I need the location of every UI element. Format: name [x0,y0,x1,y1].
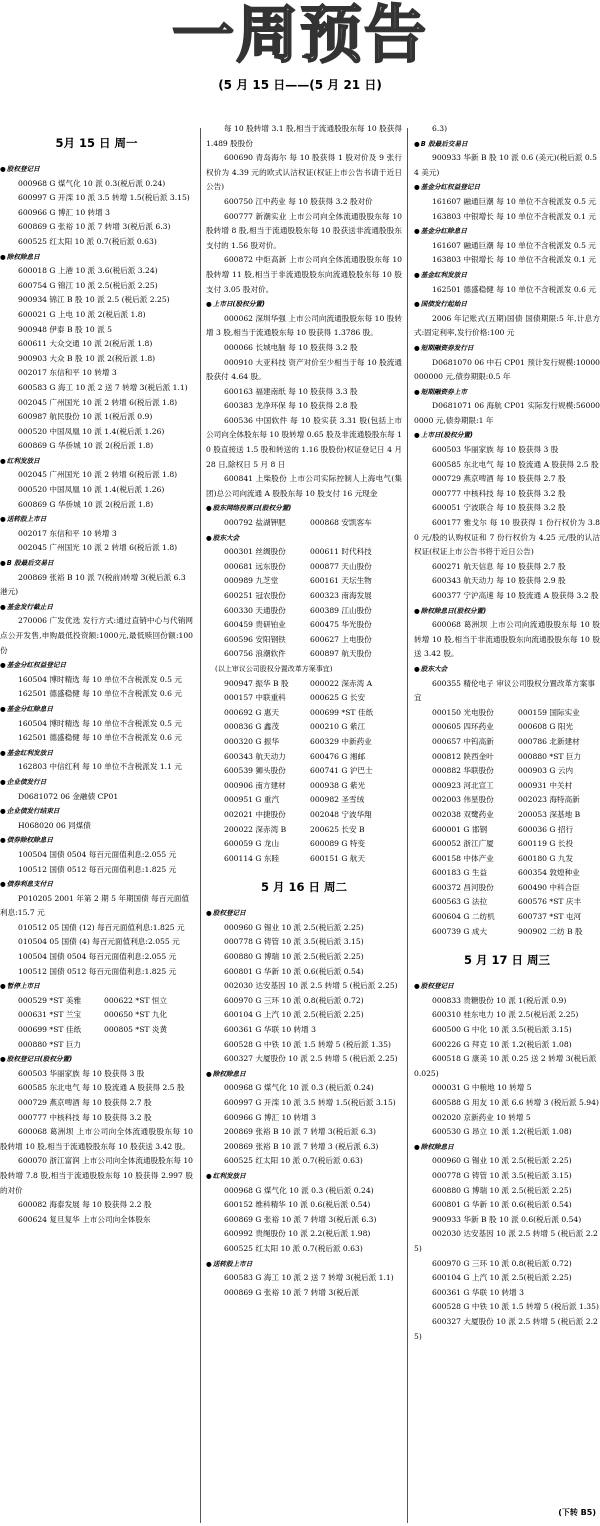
stock-entry: 000699 *ST 佳纸 [18,1025,82,1035]
stock-entry: 000836 G 鑫茂 [224,722,280,732]
stock-pair-row [414,793,600,808]
stock-pair-row [414,837,600,852]
section-heading: ● 除权除息日 [0,250,193,265]
stock-pair-row [414,706,600,721]
entry-line: 600018 G 上港 10 派 3.6(税后派 3.24) [18,266,158,276]
stock-entry: 000608 G 阳光 [518,722,574,732]
entry-line: 100512 国债 0512 每百元面值利息:1.825 元 [18,966,177,976]
section-heading: ● 基金分红除息日 [414,224,600,239]
entry-line: 600987 航民股份 10 派 1(税后派 0.9) [18,412,153,422]
entry-line: 000968 G 煤气化 10 派 0.3 (税后派 0.24) [224,1083,374,1093]
entry-line: 600585 东北电气 每 10 股流通 A 股获得 2.5 股 [432,459,599,469]
stock-entry: 600329 中新药业 [310,736,372,746]
stock-entry: 200625 长安 B [310,824,365,834]
stock-entry: 000657 中钨高新 [432,736,494,746]
stock-entry: 000611 时代科技 [310,547,372,557]
entry-line: 002017 东信和平 10 转增 3 [18,368,117,378]
stock-pair-row [206,618,402,633]
page-title [150,0,450,70]
entry-line: 600355 精伦电子 审议公司股权分置改革方案事宜 [414,678,595,703]
entry-line: 600869 G 张裕 10 派 7 转增 3(税后派 6.3) [18,222,171,232]
entry-paragraph: 600777 新潮实业 上市公司向全体流通股股东每 10 股转增 8 股,相当于流通股股东每 10 股获送非流通股股东支付的 1.56 股对价。 [206,211,402,250]
entry-paragraph: 600690 青岛海尔 每 10 股获得 1 股对价及 9 张行权价为 4.39 元的欧式认沽权证(权证上市公告书请于近日公告) [206,153,402,192]
section-heading: ● 股东大会 [206,531,402,546]
stock-entry: 600737 *ST 屯河 [518,912,582,922]
entry-line: 100504 国债 0504 每百元面值利息:2.055 元 [18,849,177,859]
column-3 [414,122,600,1512]
stock-entry: 000692 G 惠天 [224,707,280,717]
section-heading: ● 股东大会 [414,662,600,677]
entry-line: 002045 广州国光 10 派 2 转增 6(税后派 1.8) [18,543,178,553]
entry-line: P010205 2001 年第 2 期 5 年期国债 每百元面值利息:15.7 元 [0,893,190,918]
entry-line: 000960 G 锡业 10 派 2.5(税后派 2.25) [224,922,364,932]
entry-line: 600327 大厦股份 10 派 2.5 转增 5 (税后派 2.25) [224,1054,398,1064]
stock-pair-row [206,808,402,823]
stock-entry: 000906 南方建材 [224,780,286,790]
stock-entry: 000812 陕西金叶 [432,751,494,761]
stock-entry: 600089 G 特变 [310,839,366,849]
stock-entry: 600490 中科合臣 [518,882,580,892]
section-heading: ● B 股最后交易日 [0,556,193,571]
stock-pair-row [206,604,402,619]
entry-line: 600525 红太阳 10 派 0.7(税后派 0.63) [18,236,157,246]
stock-entry: 600372 昌河股份 [432,882,494,892]
entry-line: 600500 G 中化 10 派 3.5(税后派 3.15) [432,1025,572,1035]
column-2 [206,122,402,1522]
section-heading: ● 除权除息日 [414,1140,600,1155]
entry-line: 600801 G 华新 10 派 0.6(税后派 0.54) [224,966,364,976]
section-heading: ● 暂停上市日 [0,979,193,994]
entry-line: 600377 宁沪高速 每 10 股流通 A 股获得 3.2 股 [432,591,599,600]
date-range: (5 月 15 日——(5 月 21 日) [218,78,382,92]
entry-line: 600970 G 三环 10 派 0.8(税后派 0.72) [224,995,364,1005]
page-title-text: 一周预告 [171,0,429,70]
entry-line: 000833 贵糖股份 10 派 1(税后派 0.9) [432,995,567,1005]
entry-line: 600503 华丽家族 每 10 股获得 3 股 [432,445,559,455]
entry-paragraph: 600841 上柴股份 上市公司实际控制人上海电气(集团)总公司向流通 A 股股东每 10 股支付 16 元现金 [206,474,402,498]
stock-entry: 000903 G 云内 [518,766,574,776]
section-heading: ● 股权登记日(股权分置) [0,1052,193,1067]
stock-pair-row [0,1023,193,1038]
entry-line: 002030 达安基因 10 派 2.5 转增 5 (税后派 2.25) [414,1229,598,1253]
entry-line: 000520 中国凤凰 10 派 1.4(税后派 1.26) [18,485,165,495]
entry-line: 600361 G 华联 10 转增 3 [224,1025,316,1035]
entry-line: 600343 航天动力 每 10 股获得 2.9 股 [432,576,566,586]
entry-line: 600310 桂东电力 10 派 2.5(税后派 2.25) [432,1010,579,1020]
day-heading: 5 月 16 日 周二 [260,880,348,895]
stock-pair-row [414,735,600,750]
entry-paragraph: 270006 广发优选 发行方式:通过直销中心与代销网点公开发售,申购最低投资额:1000元,最低赎回份额:100 份 [0,616,193,655]
section-heading: ● 股权登记日 [414,979,600,994]
entry-line: 600869 G 华侨城 10 派 2(税后派 1.8) [18,441,154,451]
entry-line: 900948 伊泰 B 股 10 派 5 [18,324,112,334]
entry-line: 000520 中国凤凰 10 派 1.4(税后派 1.26) [18,426,165,436]
stock-entry: 600596 安阳钢铁 [224,634,286,644]
stock-pair-row [414,779,600,794]
entry-line: 002045 广州国光 10 派 2 转增 6(税后派 1.8) [18,470,178,480]
entry-line: 600583 G 海工 10 派 2 送 7 转增 3(税后派 1.1) [224,1273,394,1283]
entry-line: 600754 G 锦江 10 派 2.5(税后派 2.25) [18,280,158,290]
entry-paragraph: 600177 雅戈尔 每 10 股获得 1 份行权价为 3.80 元/股的认购权证和 7 份行权价为 4.25 元/股的认沽权证(权证上市公告书将于近日公告) [414,518,600,557]
section-heading: ● 企业债发行日 [0,775,193,790]
entry-line: 100504 国债 0504 每百元面值利息:2.055 元 [18,952,177,962]
section-heading: ● 除权除息日(股权分置) [414,604,600,619]
stock-entry: 000877 天山股份 [310,561,372,571]
stock-entry: 002023 海特高新 [518,795,580,805]
entry-line: 600361 G 华联 10 转增 3 [432,1287,524,1297]
entry-line: 600082 海泰发展 每 10 股获得 2.2 股 [18,1200,152,1210]
stock-pair-row [206,720,402,735]
stock-pair-row [206,735,402,750]
stock-entry: 000681 远东股份 [224,561,286,571]
entry-line: 161607 融通巨潮 每 10 单位不含税派发 0.5 元 [432,196,596,206]
day-heading: 5月 15 日 周一 [55,136,138,150]
entry-line: 600588 G 用友 10 派 6.6 转增 3 (税后派 5.94) [432,1098,599,1107]
continued-note: (下转 B5) [558,1508,596,1517]
entry-line: 000968 G 煤气化 10 派 0.3(税后派 0.24) [18,178,166,188]
stock-pair-row [414,895,600,910]
entry-line: 000031 G 中粮地 10 转增 5 [432,1083,532,1093]
entry-line: 600525 红太阳 10 派 0.7(税后派 0.63) [224,1243,363,1253]
stock-pair-row [206,706,402,721]
section-heading: ● 基金分红除息日 [0,702,193,717]
stock-pair-row [0,994,193,1009]
stock-entry: 000880 *ST 巨力 [18,1039,82,1049]
stock-entry: 000868 安凯客车 [310,518,372,528]
entry-line: 162501 德盛稳健 每 10 单位不含税派发 0.6 元 [18,733,182,743]
entry-line: 900903 大众 B 股 10 派 2(税后派 1.8) [18,353,156,363]
stock-entry: 900947 振华 B 股 [224,678,289,688]
entry-line: 100512 国债 0512 每百元面值利息:1.825 元 [18,864,177,874]
stock-pair-row [206,823,402,838]
stock-pair-row [414,823,600,838]
stock-pair-row [206,779,402,794]
section-heading: ● 债券除权除息日 [0,833,193,848]
entry-line: 162501 德盛稳健 每 10 单位不含税派发 0.6 元 [18,689,182,699]
entry-line: 000729 燕京啤酒 每 10 股获得 2.7 股 [432,474,566,484]
stock-entry: 200053 深基地 B [518,809,581,819]
stock-entry: 000631 *ST 兰宝 [18,1010,82,1020]
stock-entry: 000786 北新建材 [518,736,580,746]
entry-line: 600327 大厦股份 10 派 2.5 转增 5 (税后派 2.25) [414,1316,598,1341]
section-heading: ● 短期融资券发行日 [414,341,600,356]
stock-pair-row [206,574,402,589]
entry-line: 600997 G 开滦 10 派 3.5 转增 1.5(税后派 3.15) [224,1098,396,1107]
entry-line: 600869 G 华侨城 10 派 2(税后派 1.8) [18,499,154,509]
stock-pair-row [414,808,600,823]
entry-paragraph: 000910 大亚科技 资产对价至少相当于每 10 股流通股获付 4.64 股。 [206,357,402,382]
entry-line: 900934 锦江 B 股 10 派 2.5 (税后派 2.25) [18,295,170,305]
section-heading: ● 红利发放日 [206,1169,402,1184]
entry-line: 000869 G 张裕 10 派 7 转增 3(税后派 [224,1287,359,1297]
entry-line: 000777 中核科技 每 10 股获得 3.2 股 [18,1112,152,1122]
entry-line: 002030 达安基因 10 派 2.5 转增 5 (税后派 2.25) [224,981,398,991]
stock-entry: 000625 G 长安 [310,693,366,703]
stock-entry: 000951 G 重汽 [224,795,280,805]
entry-line: 600970 G 三环 10 派 0.8(税后派 0.72) [432,1258,572,1268]
section-heading: ● 上市日(股权分置) [206,297,402,312]
entry-line: 600226 G 拜克 10 派 1.2(税后派 1.08) [432,1039,572,1049]
entry-line: 162501 德盛稳健 每 10 单位不含税派发 0.6 元 [432,284,596,294]
entry-line: 163803 中银增长 每 10 单位不含税派发 0.1 元 [432,255,596,265]
stock-entry: 600151 G 航天 [310,853,366,863]
day-heading: 5 月 17 日 周三 [463,953,551,968]
stock-pair-row [206,560,402,575]
stock-entry: 600604 G 二纺机 [432,912,495,922]
entry-line: 600163 福建南纸 每 10 股获得 3.3 股 [224,386,358,396]
stock-entry: 600059 G 龙山 [224,839,280,849]
stock-pair-row [206,545,402,560]
section-heading: ● 基金分红权益登记日 [414,180,600,195]
stock-pair-row [414,750,600,765]
entry-line: 600051 宁波联合 每 10 股获得 3.2 股 [432,503,566,513]
entry-paragraph: 600536 中国软件 每 10 股实获 3.31 股(包括上市公司向全体股东每 10 股转增 0.65 股及非流通股股东每 10 股直接送 1.5 股和转送的 1.16 股股份)权证登记日 4 月 28 日,除权日 5 月 8 日 [206,415,402,469]
entry-line: 200869 张裕 B 10 派 7 转增 3(税后派 6.3) [224,1127,376,1137]
stock-pair-row [206,852,402,867]
stock-pair-row [414,866,600,881]
entry-line: 600869 G 张裕 10 派 7 转增 3(税后派 6.3) [224,1214,377,1224]
stock-pair-row [206,677,402,692]
section-heading: ● 股东网络投票日(股权分置) [206,501,402,516]
stock-pair-row [206,589,402,604]
stock-entry: 600180 G 九发 [518,853,574,863]
stock-entry: 600119 G 长投 [518,839,574,849]
stock-entry: 900902 二纺 B 股 [518,926,583,936]
entry-line: 600611 大众交通 10 派 2(税后派 1.8) [18,339,153,349]
stock-entry: 000529 *ST 美雅 [18,995,82,1005]
section-heading: ● 企业债发行结束日 [0,804,193,819]
entry-line: 600104 G 上汽 10 派 2.5(税后派 2.25) [224,1010,364,1020]
entry-line: 160504 博时精选 每 10 单位不含税派发 0.5 元 [18,674,182,684]
entry-line: 600583 G 海工 10 派 2 送 7 转增 3(税后派 1.1) [18,382,188,392]
stock-entry: 000982 圣雪绒 [310,795,365,805]
entry-line: 600992 贵绳股份 10 派 2.2(税后派 1.98) [224,1229,371,1239]
entry-line: 600585 东北电气 每 10 股流通 A 股获得 2.5 股 [18,1083,185,1093]
stock-entry: 000923 河北宣工 [432,780,494,790]
stock-entry: 000022 深赤湾 A [310,678,373,688]
entry-line: 002020 京新药业 10 转增 5 [432,1112,531,1122]
entry-line: 600383 龙净环保 每 10 股获得 2.8 股 [224,401,358,411]
stock-entry: 600183 G 生益 [432,868,488,878]
stock-entry: 600161 天坛生物 [310,576,372,586]
stock-entry: 600627 上电股份 [310,634,372,644]
stock-entry: 000880 *ST 巨力 [518,751,582,761]
entry-line: 600530 G 昂立 10 派 1.2(税后派 1.08) [432,1127,572,1137]
entry-line: 010512 05 国债 (12) 每百元面值利息:1.825 元 [18,922,185,932]
section-heading: ● 送转股上市日 [206,1257,402,1272]
page-header [0,0,600,120]
stock-entry: 600001 G 邯钢 [432,824,488,834]
stock-pair-row [414,764,600,779]
section-heading: ● 除权除息日 [206,1067,402,1082]
entry-line: 600503 华丽家族 每 10 股获得 3 股 [18,1068,145,1078]
stock-pair-row [206,793,402,808]
stock-entry: 600114 G 东睦 [224,853,280,863]
stock-pair-row [206,764,402,779]
stock-entry: 000989 九芝堂 [224,576,279,586]
section-heading: ● 债券利息支付日 [0,877,193,892]
section-heading: ● 国债发行起始日 [414,297,600,312]
entry-line: 010504 05 国债 (4) 每百元面值利息:2.055 元 [18,937,180,947]
entry-paragraph: 600070 浙江富润 上市公司向全体流通股股东每 10 股转增 7.8 股,相当于流通股股东每 10 股获得 2.997 股的对价 [0,1156,193,1195]
stock-entry: 000650 *ST 九化 [104,1010,168,1020]
entry-line: 600801 G 华新 10 派 0.6(税后派 0.54) [432,1200,572,1210]
stock-entry: 000622 *ST 恒立 [104,995,168,1005]
entry-line: 000778 G 铸管 10 派 3.5(税后派 3.15) [224,937,364,947]
entry-paragraph: 600872 中炬高新 上市公司向全体流通股股东每 10 股转增 11 股,相当于非流通股股东向流通股股东每 10 股支付 3.05 股对价。 [206,255,402,294]
section-heading: ● 基金红利发放日 [414,268,600,283]
stock-entry: 002003 伟星股份 [432,795,494,805]
entry-line: 900933 华新 B 股 10 派 0.6(税后派 0.54) [432,1214,582,1224]
entry-line: 000729 燕京啤酒 每 10 股获得 2.7 股 [18,1098,152,1107]
entry-line: 600528 G 中铁 10 派 1.5 转增 5 (税后派 1.35) [224,1039,391,1049]
stock-entry: 600563 G 法拉 [432,897,488,907]
stock-pair-row [414,720,600,735]
entry-line: 6.3) [432,124,448,133]
stock-entry: 000150 光电股份 [432,707,494,717]
entry-line: 600528 G 中铁 10 派 1.5 转增 5 (税后派 1.35) [432,1302,599,1312]
stock-pair-row [0,1008,193,1023]
entry-line: 160504 博时精选 每 10 单位不含税派发 0.5 元 [18,718,182,728]
entry-line: 162803 中信红利 每 10 单位不含税派发 1.1 元 [18,762,182,772]
entry-line: 161607 融通巨潮 每 10 单位不含税派发 0.5 元 [432,240,596,250]
stock-entry: 600330 天通股份 [224,605,286,615]
entry-paragraph: 600750 江中药业 每 10 股获得 3.2 股对价 [224,196,373,206]
stock-entry: 600354 敦煌种业 [518,868,580,878]
entry-line: 200869 张裕 B 10 派 7 转增 3 (税后派 6.3) [224,1141,379,1151]
entry-line: 600997 G 开滦 10 派 3.5 转增 1.5(税后派 3.15) [18,193,190,203]
stock-entry: 600539 狮头股份 [224,766,286,776]
stock-entry: 000805 *ST 炎黄 [104,1025,168,1035]
stock-entry: 600576 *ST 庆丰 [518,897,582,907]
entry-line: 200869 张裕 B 10 派 7(税前)转增 3(税后派 6.3 港元) [0,572,186,597]
stock-entry: 600389 江山股份 [310,605,372,615]
stock-pair-row [206,633,402,648]
stock-entry: 002021 中捷股份 [224,809,286,819]
stock-entry: 200022 深赤湾 B [224,824,287,834]
column-divider [407,128,408,1523]
entry-paragraph: 000062 深圳华强 上市公司向流通股股东每 10 股转增 3 股,相当于流通股东每 10 股获得 1.3786 股。 [206,313,402,338]
entry-paragraph: 600068 葛洲坝 上市公司向全体流通股股东每 10 股转增 10 股,相当于流通股股东每 10 股获送 3.42 股。 [0,1127,193,1151]
stock-entry: 600343 航天动力 [224,751,286,761]
entry-paragraph: D0681071 06 海航 CP01 实际发行规模:560000000 元,债券期限:1 年 [414,401,600,425]
stock-entry: 600036 G 招行 [518,824,574,834]
stock-pair-row [414,910,600,925]
stock-entry: 000699 *ST 佳纸 [310,707,374,717]
stock-entry: 000605 四环药业 [432,722,494,732]
entry-paragraph: 每 10 股转增 3.1 股,相当于流通股股东每 10 股获得 1.489 股股份 [206,124,402,148]
entry-line: 002017 东信和平 10 转增 3 [18,528,117,538]
stock-entry: 600158 中体产业 [432,853,494,863]
entry-paragraph: 600068 葛洲坝 上市公司向流通股股东每 10 股转增 10 股,相当于非流通股股东向流通股股东每 10 股送 3.42 股。 [414,620,600,659]
stock-pair-row [414,852,600,867]
stock-entry: 600251 冠农股份 [224,591,286,600]
stock-entry: 600459 贵研铂业 [224,620,286,630]
stock-pair-row [206,750,402,765]
stock-pair-row [206,516,402,531]
stock-entry: 600476 G 湘邮 [310,751,366,761]
entry-line: D0681072 06 金融债 CP01 [18,791,119,801]
section-heading: ● 基金分红权益登记日 [0,658,193,673]
entry-line: 600021 G 上电 10 派 2(税后派 1.8) [18,309,146,319]
section-heading: ● 短期融资券上市 [414,385,600,400]
entry-line: 600518 G 康美 10 派 0.25 送 2 转增 3(税后派 0.025) [414,1054,597,1078]
section-heading: ● 基金发行截止日 [0,600,193,615]
stock-entry: 000301 丝绸股份 [224,547,286,557]
section-heading: ● 上市日(股权分置) [414,428,600,443]
section-heading: ● 基金红利发放日 [0,746,193,761]
section-heading: ● B 股最后交易日 [414,137,600,152]
section-heading: ● 送转股上市日 [0,512,193,527]
entry-line: 600525 红太阳 10 派 0.7(税后派 0.63) [224,1156,363,1166]
stock-entry: 000931 中关村 [518,780,573,790]
stock-entry: 000157 中联重科 [224,693,286,703]
entry-line: 600880 G 博瑞 10 派 2.5(税后派 2.25) [224,952,364,962]
entry-line: 002045 广州国光 10 派 2 转增 6(税后派 1.8) [18,397,178,407]
entry-line: 600104 G 上汽 10 派 2.5(税后派 2.25) [432,1273,572,1283]
entry-paragraph: 600624 复旦复华 上市公司向全体股东 [18,1214,151,1224]
stock-entry: 600323 南海发展 [310,591,372,600]
stock-entry: 600756 浪潮软件 [224,649,286,659]
stock-pair-row [206,691,402,706]
entry-line: 000777 中核科技 每 10 股获得 3.2 股 [432,488,566,498]
stock-pair-row [206,647,402,662]
entry-line: H068020 06 同煤债 [18,820,91,830]
entry-paragraph: 2006 年记账式(五期)国债 国债期限:5 年,计息方式:固定利率,发行价格:100 元 [414,313,600,338]
entry-note: (以上审议公司股权分置改革方案事宜) [215,664,333,673]
section-heading: ● 股权登记日 [0,162,193,177]
column-1 [0,122,193,1522]
stock-entry: 600741 G 沪巴士 [310,766,373,776]
section-heading: ● 股权登记日 [206,906,402,921]
entry-paragraph: D0681070 06 中石 CP01 预计发行规模:10000000000 元,债券期限:0.5 年 [414,357,600,382]
stock-pair-row [414,881,600,896]
section-heading: ● 红利发放日 [0,454,193,469]
entry-line: 000960 G 锡业 10 派 2.5(税后派 2.25) [432,1156,572,1166]
entry-line: 000066 长城电脑 每 10 股获得 3.2 股 [224,342,358,352]
entry-line: 900933 华新 B 股 10 派 0.6 (美元)(税后派 0.54 美元) [414,153,597,177]
entry-line: 000778 G 铸管 10 派 3.5(税后派 3.15) [432,1170,572,1180]
entry-line: 163803 中银增长 每 10 单位不含税派发 0.1 元 [432,211,596,221]
entry-line: 600880 G 博瑞 10 派 2.5(税后派 2.25) [432,1185,572,1195]
stock-pair-row [414,925,600,940]
stock-entry: 002038 双鹭药业 [432,809,494,819]
stock-entry: 000792 盐湖钾肥 [224,518,286,528]
entry-line: 000968 G 煤气化 10 派 0.3 (税后派 0.24) [224,1185,374,1195]
stock-entry: 600475 华光股份 [310,620,372,630]
stock-entry: 600739 G 成大 [432,926,488,936]
stock-entry: 600897 航天股份 [310,649,372,659]
stock-entry: 000159 国际实业 [518,707,580,717]
entry-line: 600966 G 博汇 10 转增 3 [224,1112,316,1122]
stock-entry: 002048 宁波华翔 [310,809,372,819]
stock-entry: 000882 华联股份 [432,766,494,776]
stock-pair-row [0,1038,193,1053]
stock-entry: 000938 G 紫光 [310,780,366,790]
stock-entry: 600052 浙江广厦 [432,839,494,849]
column-divider [200,128,201,1523]
entry-line: 600271 航天信息 每 10 股获得 2.7 股 [432,561,566,571]
entry-line: 600966 G 博汇 10 转增 3 [18,207,110,217]
stock-entry: 000320 G 振华 [224,736,280,746]
entry-line: 600152 维科精华 10 派 0.6(税后派 0.54) [224,1200,371,1210]
stock-pair-row [206,837,402,852]
stock-entry: 000210 G 紫江 [310,722,366,732]
